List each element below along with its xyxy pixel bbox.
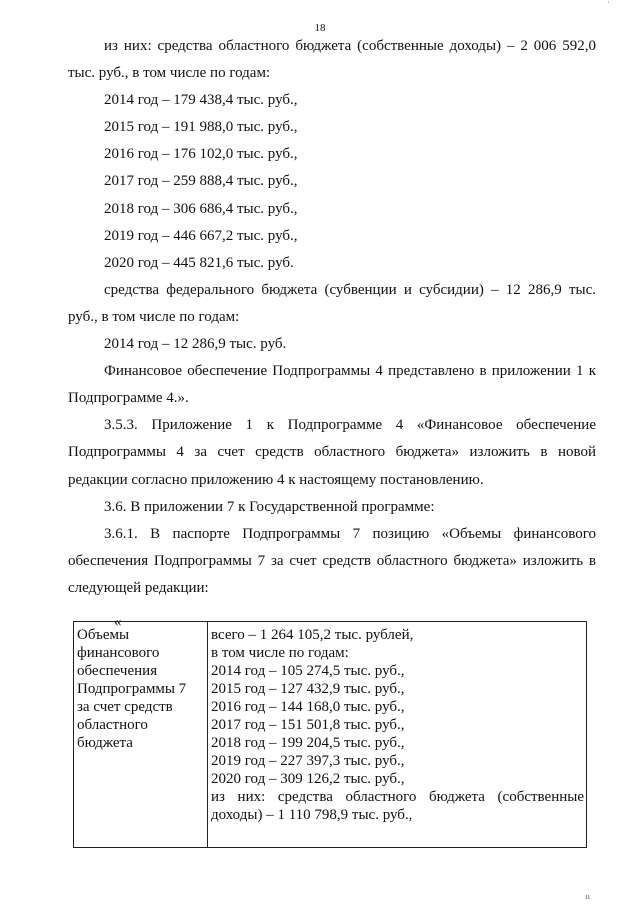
page-number: 18: [314, 22, 326, 34]
value-line-by-years: в том числе по годам:: [211, 645, 349, 661]
label-line: областного: [77, 717, 148, 733]
value-line-regional: из них: средства областного бюджета (собственные: [211, 789, 584, 805]
paragraph-year-2019: 2019 год – 446 667,2 тыс. руб.,: [104, 227, 298, 244]
document-body: [68, 33, 596, 638]
paragraph-year-2014: 2014 год – 179 438,4 тыс. руб.,: [104, 92, 298, 109]
label-line: за счет средств: [77, 699, 173, 715]
opening-quote: «: [114, 613, 122, 630]
value-line-2015: 2015 год – 127 432,9 тыс. руб.,: [211, 681, 405, 697]
paragraph-financial-support: Финансовое обеспечение Подпрограммы 4 представлено в приложении 1 к Подпрограмме 4.».: [68, 363, 596, 407]
corner-mark-top: ·: [607, 0, 610, 7]
value-line-2020: 2020 год – 309 126,2 тыс. руб.,: [211, 771, 405, 787]
paragraph-federal-2014: 2014 год – 12 286,9 тыс. руб.: [104, 336, 287, 353]
paragraph-3-6: 3.6. В приложении 7 к Государственной программе:: [104, 498, 435, 515]
value-line-2016: 2016 год – 144 168,0 тыс. руб.,: [211, 699, 405, 715]
passport-table: [73, 621, 587, 848]
label-line: бюджета: [77, 735, 133, 751]
label-line: обеспечения: [77, 663, 158, 679]
value-line-2017: 2017 год – 151 501,8 тыс. руб.,: [211, 717, 405, 733]
value-line-2018: 2018 год – 199 204,5 тыс. руб.,: [211, 735, 405, 751]
corner-mark-bottom: ıı: [585, 892, 590, 901]
table-label-cell: [74, 622, 208, 848]
paragraph-year-2015: 2015 год – 191 988,0 тыс. руб.,: [104, 119, 298, 136]
value-line-regional-total: доходы) – 1 110 798,9 тыс. руб.,: [211, 807, 413, 823]
value-line-2014: 2014 год – 105 274,5 тыс. руб.,: [211, 663, 405, 679]
label-line: финансового: [77, 645, 160, 661]
paragraph-year-2018: 2018 год – 306 686,4 тыс. руб.,: [104, 200, 298, 217]
paragraph-federal-budget: средства федерального бюджета (субвенции и субсидии) – 12 286,9 тыс. руб., в том числе по годам:: [68, 281, 596, 325]
paragraph-year-2017: 2017 год – 259 888,4 тыс. руб.,: [104, 173, 298, 190]
paragraph-regional-budget: из них: средства областного бюджета (собственные доходы) – 2 006 592,0 тыс. руб., в том числе по годам:: [68, 38, 596, 82]
value-line-2019: 2019 год – 227 397,3 тыс. руб.,: [211, 753, 405, 769]
paragraph-3-6-1: 3.6.1. В паспорте Подпрограммы 7 позицию «Объемы финансового обеспечения Подпрограммы 7 за счет средств областного бюджета» изложить в следующей редакции:: [68, 525, 596, 596]
table-value-cell: [208, 622, 587, 848]
value-line-total: всего – 1 264 105,2 тыс. рублей,: [211, 627, 414, 643]
paragraph-3-5-3: 3.5.3. Приложение 1 к Подпрограмме 4 «Финансовое обеспечение Подпрограммы 4 за счет средств областного бюджета» изложить в новой редакции согласно приложению 4 к настоящему постановлению.: [68, 417, 596, 488]
paragraph-year-2016: 2016 год – 176 102,0 тыс. руб.,: [104, 146, 298, 163]
label-line: Подпрограммы 7: [77, 681, 187, 697]
table-row: [74, 622, 587, 848]
paragraph-year-2020: 2020 год – 445 821,6 тыс. руб.: [104, 254, 294, 271]
label-line: Объемы: [77, 627, 130, 643]
